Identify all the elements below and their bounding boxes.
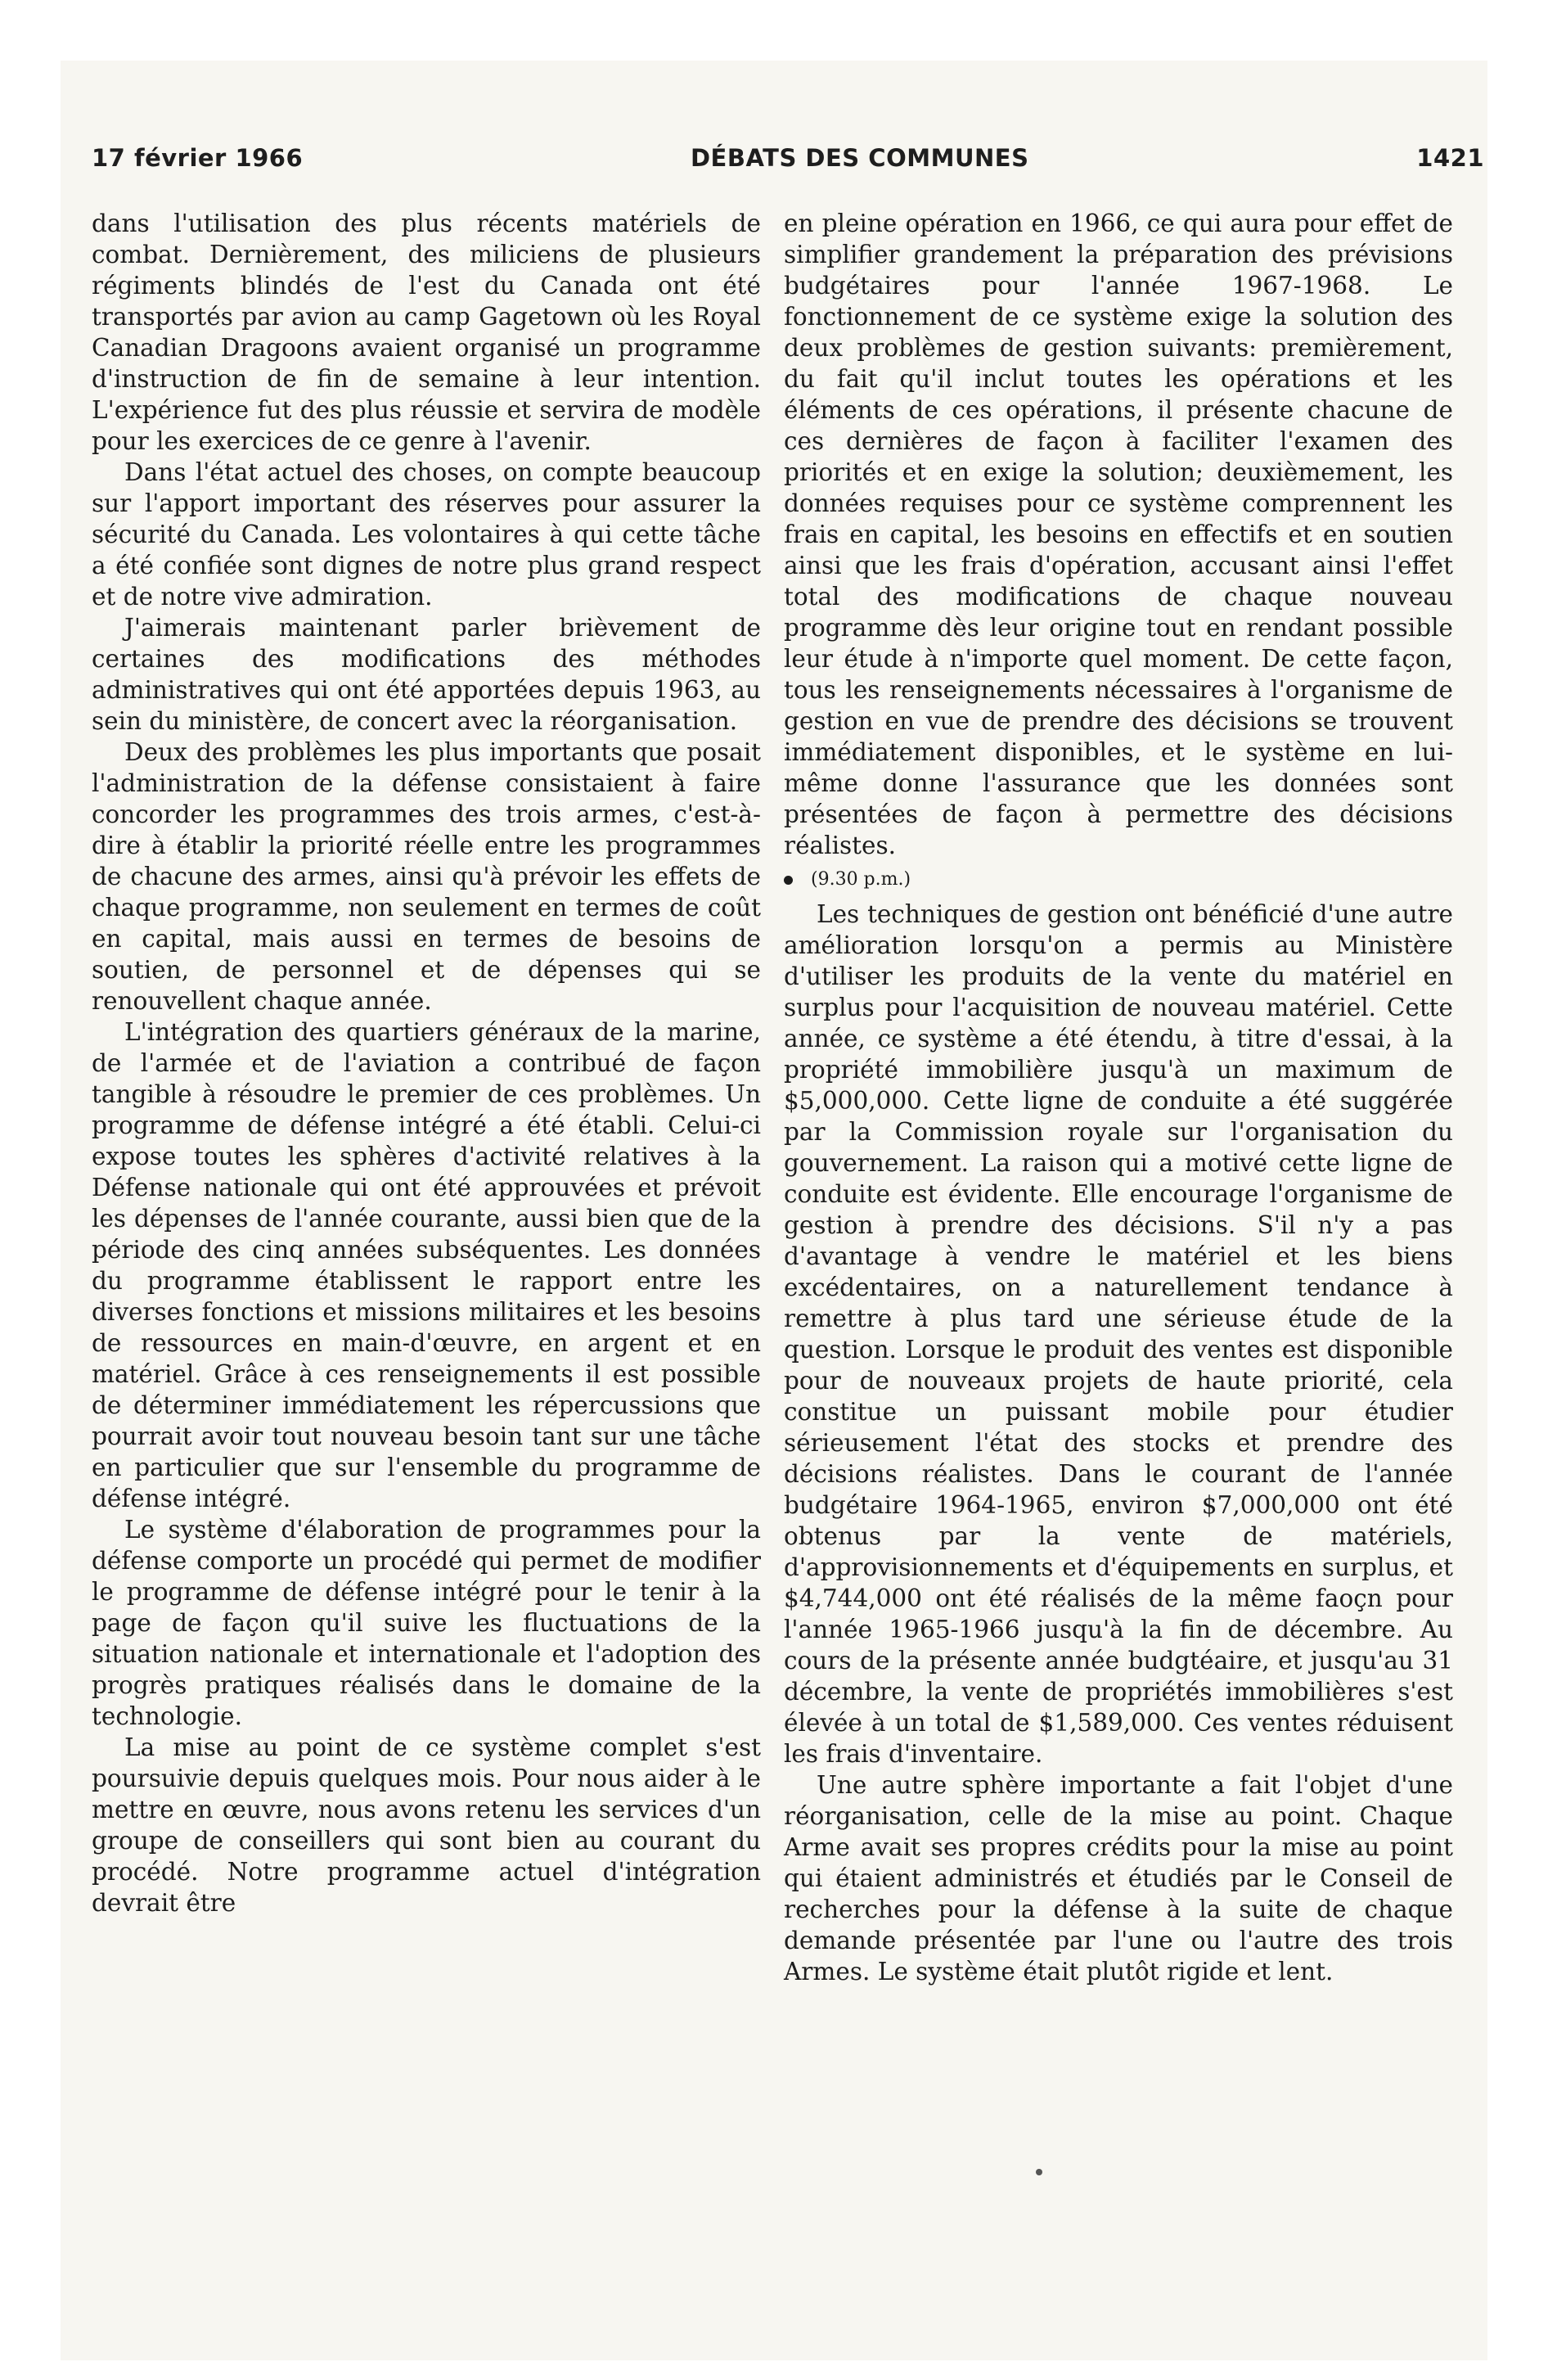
running-head	[92, 144, 1484, 180]
header-page-number: 1421	[1416, 144, 1484, 172]
left-column	[92, 208, 761, 1918]
paragraph: Le système d'élaboration de programmes pour la défense comporte un procédé qui permet de modifier le programme de défense intégré pour le tenir à la page de façon qu'il suive les fluctuations de la situation nationale et internationale et l'adoption des progrès pratiques réalisés dans le domaine de la technologie.	[92, 1516, 761, 1730]
paragraph: La mise au point de ce système complet s'est poursuivie depuis quelques mois. Pour nous aider à le mettre en œuvre, nous avons retenu les services d'un groupe de conseillers qui sont bien au courant du procédé. Notre programme actuel d'intégration devrait être	[92, 1733, 761, 1917]
paragraph: L'intégration des quartiers généraux de la marine, de l'armée et de l'aviation a contribué de façon tangible à résoudre le premier de ces problèmes. Un programme de défense intégré a été établi. Celui-ci expose toutes les sphères d'activité relatives à la Défense nationale qui ont été approuvées et prévoit les dépenses de l'année courante, aussi bien que de la période des cinq années subséquentes. Les données du programme établissent le rapport entre les diverses fonctions et missions militaires et les besoins de ressources en main-d'œuvre, en argent et en matériel. Grâce à ces renseignements il est possible de déterminer immédiatement les répercussions que pourrait avoir tout nouveau besoin tant sur une tâche en particulier que sur l'ensemble du programme de défense intégré.	[92, 1018, 761, 1512]
header-title: DÉBATS DES COMMUNES	[690, 144, 1029, 172]
timestamp-text: (9.30 p.m.)	[811, 869, 911, 890]
header-date: 17 février 1966	[92, 144, 304, 172]
print-dot-icon	[1036, 2169, 1042, 2175]
paragraph: dans l'utilisation des plus récents matériels de combat. Dernièrement, des miliciens de plusieurs régiments blindés de l'est du Canada ont été transportés par avion au camp Gagetown où les Royal Canadian Dragoons avaient organisé un programme d'instruction de fin de semaine à leur intention. L'expérience fut des plus réussie et servira de modèle pour les exercices de ce genre à l'avenir.	[92, 210, 761, 455]
paragraph: Dans l'état actuel des choses, on compte beaucoup sur l'apport important des réserves pour assurer la sécurité du Canada. Les volontaires à qui cette tâche a été confiée sont dignes de notre plus grand respect et de notre vive admiration.	[92, 458, 761, 611]
timestamp-marker	[784, 868, 1453, 892]
bullet-icon	[784, 876, 793, 885]
paragraph: Deux des problèmes les plus importants que posait l'administration de la défense consistaient à faire concorder les programmes des trois armes, c'est-à-dire à établir la priorité réelle entre les programmes de chacune des armes, ainsi qu'à prévoir les effets de chaque programme, non seulement en termes de coût en capital, mais aussi en termes de besoins de soutien, de personnel et de dépenses qui se renouvellent chaque année.	[92, 738, 761, 1015]
paragraph: J'aimerais maintenant parler brièvement de certaines des modifications des méthodes administratives qui ont été apportées depuis 1963, au sein du ministère, de concert avec la réorganisation.	[92, 614, 761, 735]
paragraph: Une autre sphère importante a fait l'objet d'une réorganisation, celle de la mise au point. Chaque Arme avait ses propres crédits pour la mise au point qui étaient administrés et étudiés par le Conseil de recherches pour la défense à la suite de chaque demande présentée par l'une ou l'autre des trois Armes. Le système était plutôt rigide et lent.	[784, 1771, 1453, 1986]
paragraph: en pleine opération en 1966, ce qui aura pour effet de simplifier grandement la préparation des prévisions budgétaires pour l'année 1967-1968. Le fonctionnement de ce système exige la solution des deux problèmes de gestion suivants: premièrement, du fait qu'il inclut toutes les opérations et les éléments de ces opérations, il présente chacune de ces dernières de façon à faciliter l'examen des priorités et en exige la solution; deuxièmement, les données requises pour ce système comprennent les frais en capital, les besoins en effectifs et en soutien ainsi que les frais d'opération, accusant ainsi l'effet total des modifications de chaque nouveau programme dès leur origine tout en rendant possible leur étude à n'importe quel moment. De cette façon, tous les renseignements nécessaires à l'organisme de gestion en vue de prendre des décisions se trouvent immédiatement disponibles, et le système en lui-même donne l'assurance que les données sont présentées de façon à permettre des décisions réalistes.	[784, 210, 1453, 859]
paragraph: Les techniques de gestion ont bénéficié d'une autre amélioration lorsqu'on a permis au Ministère d'utiliser les produits de la vente du matériel en surplus pour l'acquisition de nouveau matériel. Cette année, ce système a été étendu, à titre d'essai, à la propriété immobilière jusqu'à un maximum de $5,000,000. Cette ligne de conduite a été suggérée par la Commission royale sur l'organisation du gouvernement. La raison qui a motivé cette ligne de conduite est évidente. Elle encourage l'organisme de gestion à prendre des décisions. S'il n'y a pas d'avantage à vendre le matériel et les biens excédentaires, on a naturellement tendance à remettre à plus tard une sérieuse étude de la question. Lorsque le produit des ventes est disponible pour de nouveaux projets de haute priorité, cela constitue un puissant mobile pour étudier sérieusement l'état des stocks et prendre des décisions réalistes. Dans le courant de l'année budgétaire 1964-1965, environ $7,000,000 ont été obtenus par la vente de matériels, d'approvisionnements et d'équipements en surplus, et $4,744,000 ont été réalisés de la même faoçn pour l'année 1965-1966 jusqu'à la fin de décembre. Au cours de la présente année budgtéaire, et jusqu'au 31 décembre, la vente de propriétés immobilières s'est élevée à un total de $1,589,000. Ces ventes réduisent les frais d'inventaire.	[784, 900, 1453, 1768]
right-column	[784, 208, 1453, 1987]
